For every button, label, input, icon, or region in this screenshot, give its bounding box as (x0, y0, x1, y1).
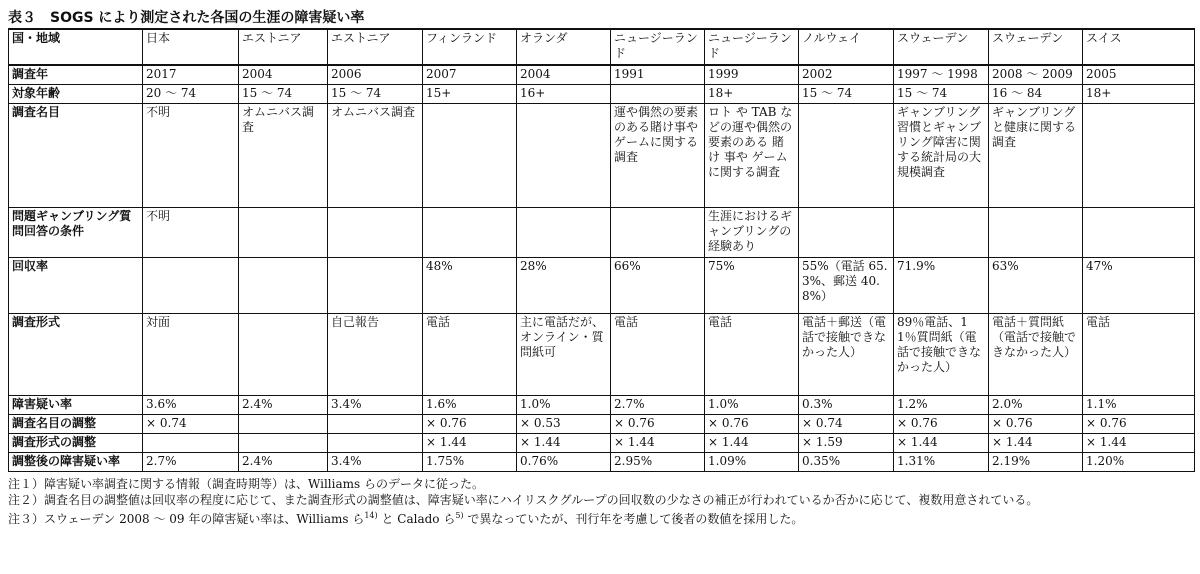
table-cell: 2.0% (989, 395, 1083, 414)
table-cell: 電話＋郵送（電話で接触できなかった人） (799, 313, 894, 395)
column-header: 日本 (143, 29, 239, 65)
table-cell: 2008 ～ 2009 (989, 65, 1083, 84)
row-header: 調査名目の調整 (9, 414, 143, 433)
column-header: フィンランド (423, 29, 517, 65)
table-cell: 1.6% (423, 395, 517, 414)
table-cell: × 1.44 (894, 433, 989, 452)
table-cell: 2.95% (611, 452, 705, 471)
table-cell (328, 257, 423, 313)
table-cell: × 0.74 (143, 414, 239, 433)
table-cell: ギャンブリングと健康に関する調査 (989, 103, 1083, 207)
row-header: 調整後の障害疑い率 (9, 452, 143, 471)
column-header: ニュージーランド (611, 29, 705, 65)
table-cell (328, 414, 423, 433)
table-cell: 1.0% (705, 395, 799, 414)
table-row (9, 433, 1195, 452)
note-2: 注２）調査名目の調整値は回収率の程度に応じて、また調査形式の調整値は、障害疑い率にハイリスクグループの回収数の少なさの補正が行われているか否かに応じて、複数用意されている。 (8, 492, 1039, 507)
table-cell: 1.75% (423, 452, 517, 471)
row-header: 調査名目 (9, 103, 143, 207)
table-row (9, 207, 1195, 257)
table-cell: × 0.76 (705, 414, 799, 433)
table-cell (1083, 207, 1195, 257)
table-cell: 2.7% (143, 452, 239, 471)
table-cell: 16+ (517, 84, 611, 103)
table-cell: 1.2% (894, 395, 989, 414)
table-cell: ギャンブリング習慣とギャンブリング障害に関する統計局の大規模調査 (894, 103, 989, 207)
table-row (9, 313, 1195, 395)
table-cell: 28% (517, 257, 611, 313)
table-cell (328, 207, 423, 257)
table-cell (611, 84, 705, 103)
table-row (9, 84, 1195, 103)
table-cell (611, 207, 705, 257)
table-cell: 15 ～ 74 (328, 84, 423, 103)
table-cell: 63% (989, 257, 1083, 313)
table-row (9, 395, 1195, 414)
table-cell (989, 207, 1083, 257)
note-3: 注３）スウェーデン 2008 ～ 09 年の障害疑い率は、Williams ら$^{14)}$ と Calado ら$^{5)}$ で異なっていたが、刊行年を考慮して後者の数値を採用した。 (8, 510, 804, 526)
row-header: 調査形式の調整 (9, 433, 143, 452)
row-header: 調査年 (9, 65, 143, 84)
table-cell: 1997 ～ 1998 (894, 65, 989, 84)
table-cell: 20 ～ 74 (143, 84, 239, 103)
table-cell (423, 207, 517, 257)
table-row (9, 414, 1195, 433)
table-cell: 2007 (423, 65, 517, 84)
table-cell: × 0.74 (799, 414, 894, 433)
table-cell: 89％電話、11％質問紙（電話で接触できなかった人） (894, 313, 989, 395)
row-header: 対象年齢 (9, 84, 143, 103)
table-cell (239, 207, 328, 257)
note-1: 注１）障害疑い率調査に関する情報（調査時期等）は、Williams らのデータに従った。 (8, 476, 484, 491)
table-cell: 主に電話だが、オンライン・質問紙可 (517, 313, 611, 395)
table-cell: 運や偶然の要素のある賭け事やゲームに関する調査 (611, 103, 705, 207)
table-cell: 3.6% (143, 395, 239, 414)
table-cell: 1.09% (705, 452, 799, 471)
table-cell: × 0.53 (517, 414, 611, 433)
column-header: スイス (1083, 29, 1195, 65)
table-row (9, 452, 1195, 471)
header-row (9, 29, 1195, 65)
reference-14: 14) (364, 510, 378, 520)
table-title: 表３ SOGS により測定された各国の生涯の障害疑い率 (8, 10, 365, 26)
table-cell: 電話 (423, 313, 517, 395)
table-cell: 75% (705, 257, 799, 313)
table-cell: × 1.44 (1083, 433, 1195, 452)
table-cell: 生涯におけるギャンブリングの経験あり (705, 207, 799, 257)
column-header: オランダ (517, 29, 611, 65)
table-cell: × 1.44 (611, 433, 705, 452)
table-cell: × 1.44 (423, 433, 517, 452)
table-cell: 2.7% (611, 395, 705, 414)
table-cell (239, 414, 328, 433)
table-cell: 1.0% (517, 395, 611, 414)
table-cell: 1.1% (1083, 395, 1195, 414)
table-cell: × 0.76 (1083, 414, 1195, 433)
column-header: エストニア (239, 29, 328, 65)
column-header: スウェーデン (989, 29, 1083, 65)
table-cell: 2017 (143, 65, 239, 84)
table-cell: 2006 (328, 65, 423, 84)
table-cell: × 0.76 (423, 414, 517, 433)
table-cell: 55%（電話 65.3%、郵送 40.8%） (799, 257, 894, 313)
table-cell (423, 103, 517, 207)
table-row (9, 103, 1195, 207)
data-table (8, 28, 1195, 472)
row-header: 障害疑い率 (9, 395, 143, 414)
table-cell: 66% (611, 257, 705, 313)
column-header: スウェーデン (894, 29, 989, 65)
table-cell: 15+ (423, 84, 517, 103)
row-header: 問題ギャンブリング質問回答の条件 (9, 207, 143, 257)
column-header: エストニア (328, 29, 423, 65)
table-cell: 71.9% (894, 257, 989, 313)
table-cell (799, 103, 894, 207)
row-header: 調査形式 (9, 313, 143, 395)
table-cell: × 0.76 (989, 414, 1083, 433)
table-cell: 48% (423, 257, 517, 313)
table-cell: 47% (1083, 257, 1195, 313)
table-cell: オムニバス調査 (328, 103, 423, 207)
table-cell: 15 ～ 74 (239, 84, 328, 103)
table-cell: 対面 (143, 313, 239, 395)
table-cell: 15 ～ 74 (799, 84, 894, 103)
table-cell (1083, 103, 1195, 207)
table-cell: 16 ～ 84 (989, 84, 1083, 103)
table-cell: 0.3% (799, 395, 894, 414)
table-cell: 1.20% (1083, 452, 1195, 471)
table-cell: 不明 (143, 207, 239, 257)
table-cell: 18+ (1083, 84, 1195, 103)
table-cell: × 0.76 (894, 414, 989, 433)
table-row (9, 65, 1195, 84)
table-cell: 2005 (1083, 65, 1195, 84)
table-cell: 電話 (611, 313, 705, 395)
table-cell: オムニバス調査 (239, 103, 328, 207)
table-cell: × 1.44 (989, 433, 1083, 452)
row-header: 回収率 (9, 257, 143, 313)
reference-5: 5) (455, 510, 464, 520)
column-header: ノルウェイ (799, 29, 894, 65)
table-cell (328, 433, 423, 452)
table-cell: 2004 (239, 65, 328, 84)
table-cell: 15 ～ 74 (894, 84, 989, 103)
table-cell: × 1.59 (799, 433, 894, 452)
table-cell (239, 433, 328, 452)
table-cell: × 1.44 (705, 433, 799, 452)
table-row (9, 257, 1195, 313)
table-cell: × 0.76 (611, 414, 705, 433)
table-cell (894, 207, 989, 257)
table-cell (143, 257, 239, 313)
table-cell: 2002 (799, 65, 894, 84)
table-cell: 2.4% (239, 452, 328, 471)
table-cell: 0.76% (517, 452, 611, 471)
table-cell: ロト や TAB などの運や偶然の要素のある 賭け 事や ゲームに関する調査 (705, 103, 799, 207)
table-cell: 電話 (705, 313, 799, 395)
table-cell: 3.4% (328, 395, 423, 414)
table-cell (143, 433, 239, 452)
table-cell: 電話 (1083, 313, 1195, 395)
notes (8, 476, 1192, 527)
table-cell (239, 313, 328, 395)
table-cell: 18+ (705, 84, 799, 103)
table-cell: 3.4% (328, 452, 423, 471)
table-cell: 1999 (705, 65, 799, 84)
column-header: 国・地域 (9, 29, 143, 65)
table-cell: 2.19% (989, 452, 1083, 471)
table-cell: × 1.44 (517, 433, 611, 452)
table-cell: 0.35% (799, 452, 894, 471)
table-cell: 2.4% (239, 395, 328, 414)
table-cell (239, 257, 328, 313)
table-cell: 1991 (611, 65, 705, 84)
table-cell (517, 103, 611, 207)
column-header: ニュージーランド (705, 29, 799, 65)
table-cell (517, 207, 611, 257)
table-cell (799, 207, 894, 257)
table-cell: 2004 (517, 65, 611, 84)
table-cell: 自己報告 (328, 313, 423, 395)
table-cell: 電話＋質問紙（電話で接触できなかった人） (989, 313, 1083, 395)
table-cell: 不明 (143, 103, 239, 207)
table-cell: 1.31% (894, 452, 989, 471)
